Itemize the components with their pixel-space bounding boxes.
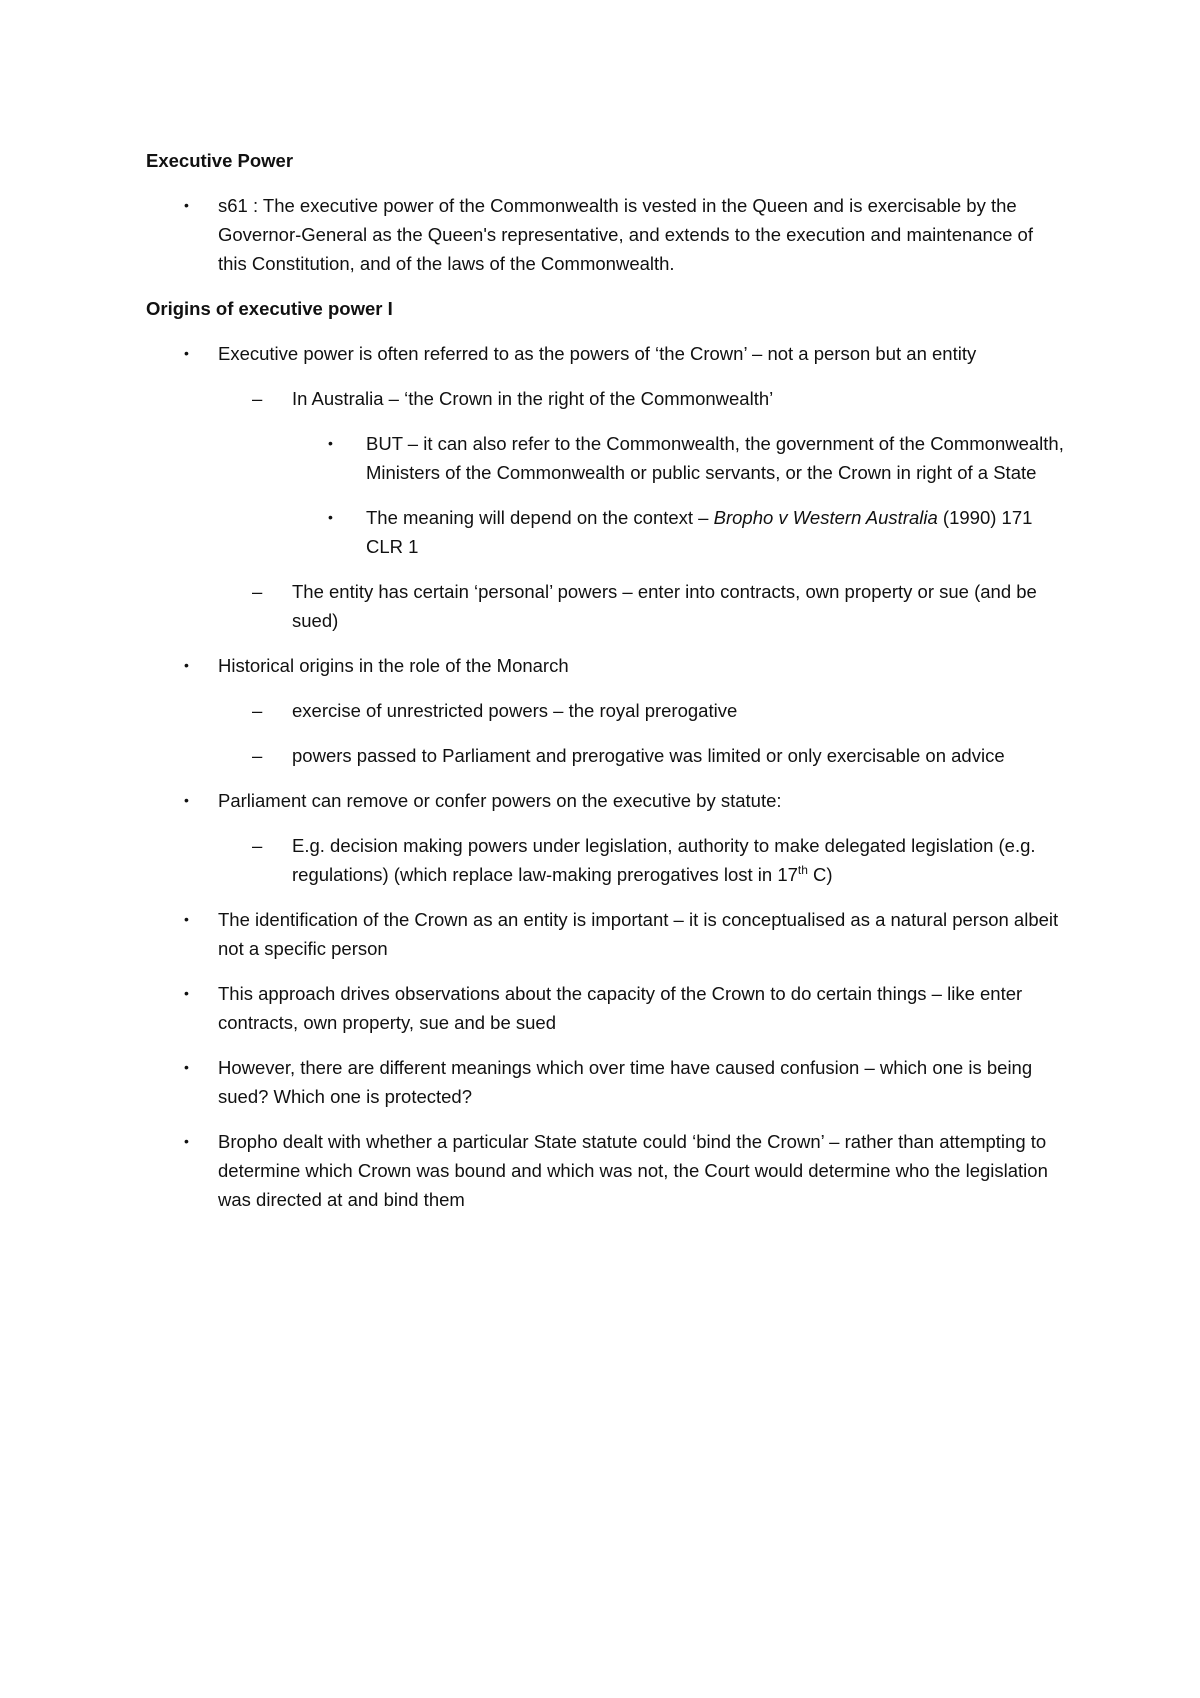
personal-powers-text: The entity has certain ‘personal’ powers – enter into contracts, own property or sue (and be sued) [292,581,1037,631]
bullet-icon: • [184,1133,189,1149]
bullet-icon: • [184,657,189,673]
list-item-bropho [146,1127,1066,1214]
dash-icon: – [252,745,263,766]
approach-text: This approach drives observations about the capacity of the Crown to do certain things – like enter contracts, own property, sue and be sued [218,983,1023,1033]
list-item-crown-entity [146,339,1066,368]
in-australia-text: In Australia – ‘the Crown in the right of the Commonwealth’ [292,388,774,409]
identification-text: The identification of the Crown as an entity is important – it is conceptualised as a natural person albeit not a specific person [218,909,1059,959]
bullet-icon: • [328,509,333,525]
case-citation: (1990) 171 CLR 1 [366,507,1033,557]
dash-icon: – [252,388,263,409]
list-item-but-refers [146,429,1066,487]
heading-origins: Origins of executive power I [146,298,393,319]
historical-text: Historical origins in the role of the Monarch [218,655,569,676]
list-item-eg [146,831,1066,889]
s61-text: s61 : The executive power of the Commonwealth is vested in the Queen and is exercisable by the Governor-General as the Queen's representative, and extends to the execution and maintenance of this Constitution, and of the laws of the Commonwealth. [218,195,1033,274]
list-item-passed [146,741,1066,770]
list-item-parliament [146,786,1066,815]
bullet-icon: • [184,1059,189,1075]
bullet-icon: • [184,911,189,927]
superscript-th: th [797,862,808,877]
parliament-text: Parliament can remove or confer powers on the executive by statute: [218,790,782,811]
meaning-text: The meaning will depend on the context – [366,507,714,528]
dash-icon: – [252,700,263,721]
list-item-approach [146,979,1066,1037]
bullet-icon: • [184,197,189,213]
crown-entity-text: Executive power is often referred to as the powers of ‘the Crown’ – not a person but an entity [218,343,977,364]
eg-text: E.g. decision making powers under legislation, authority to make delegated legislation (e.g. regulations) (which replace law-making prerogatives lost in 17 [292,835,1036,885]
bullet-icon: • [184,345,189,361]
bullet-icon: • [328,435,333,451]
but-refers-text: BUT – it can also refer to the Commonwealth, the government of the Commonwealth, Ministers of the Commonwealth or public servants, or the Crown in right of a State [366,433,1064,483]
list-item-s61 [146,191,1066,278]
bullet-icon: • [184,792,189,808]
unrestricted-text: exercise of unrestricted powers – the royal prerogative [292,700,738,721]
bropho-text: Bropho dealt with whether a particular State statute could ‘bind the Crown’ – rather than attempting to determine which Crown was bound and which was not, the Court would determine who the legislation was directed at and bind them [218,1131,1048,1210]
bullet-icon: • [184,985,189,1001]
list-item-meaning [146,503,1066,561]
list-item-historical [146,651,1066,680]
dash-icon: – [252,835,263,856]
list-item-however [146,1053,1066,1111]
however-text: However, there are different meanings which over time have caused confusion – which one is being sued? Which one is protected? [218,1057,1033,1107]
dash-icon: – [252,581,263,602]
list-item-in-australia [146,384,1066,413]
case-name-bropho: Bropho v Western Australia [713,507,938,528]
list-item-personal-powers [146,577,1066,635]
heading-executive-power: Executive Power [146,150,294,171]
passed-text: powers passed to Parliament and prerogative was limited or only exercisable on advice [292,745,1005,766]
list-item-unrestricted [146,696,1066,725]
eg-text-end: C) [807,864,833,885]
list-item-identification [146,905,1066,963]
document-body [146,146,1066,1230]
